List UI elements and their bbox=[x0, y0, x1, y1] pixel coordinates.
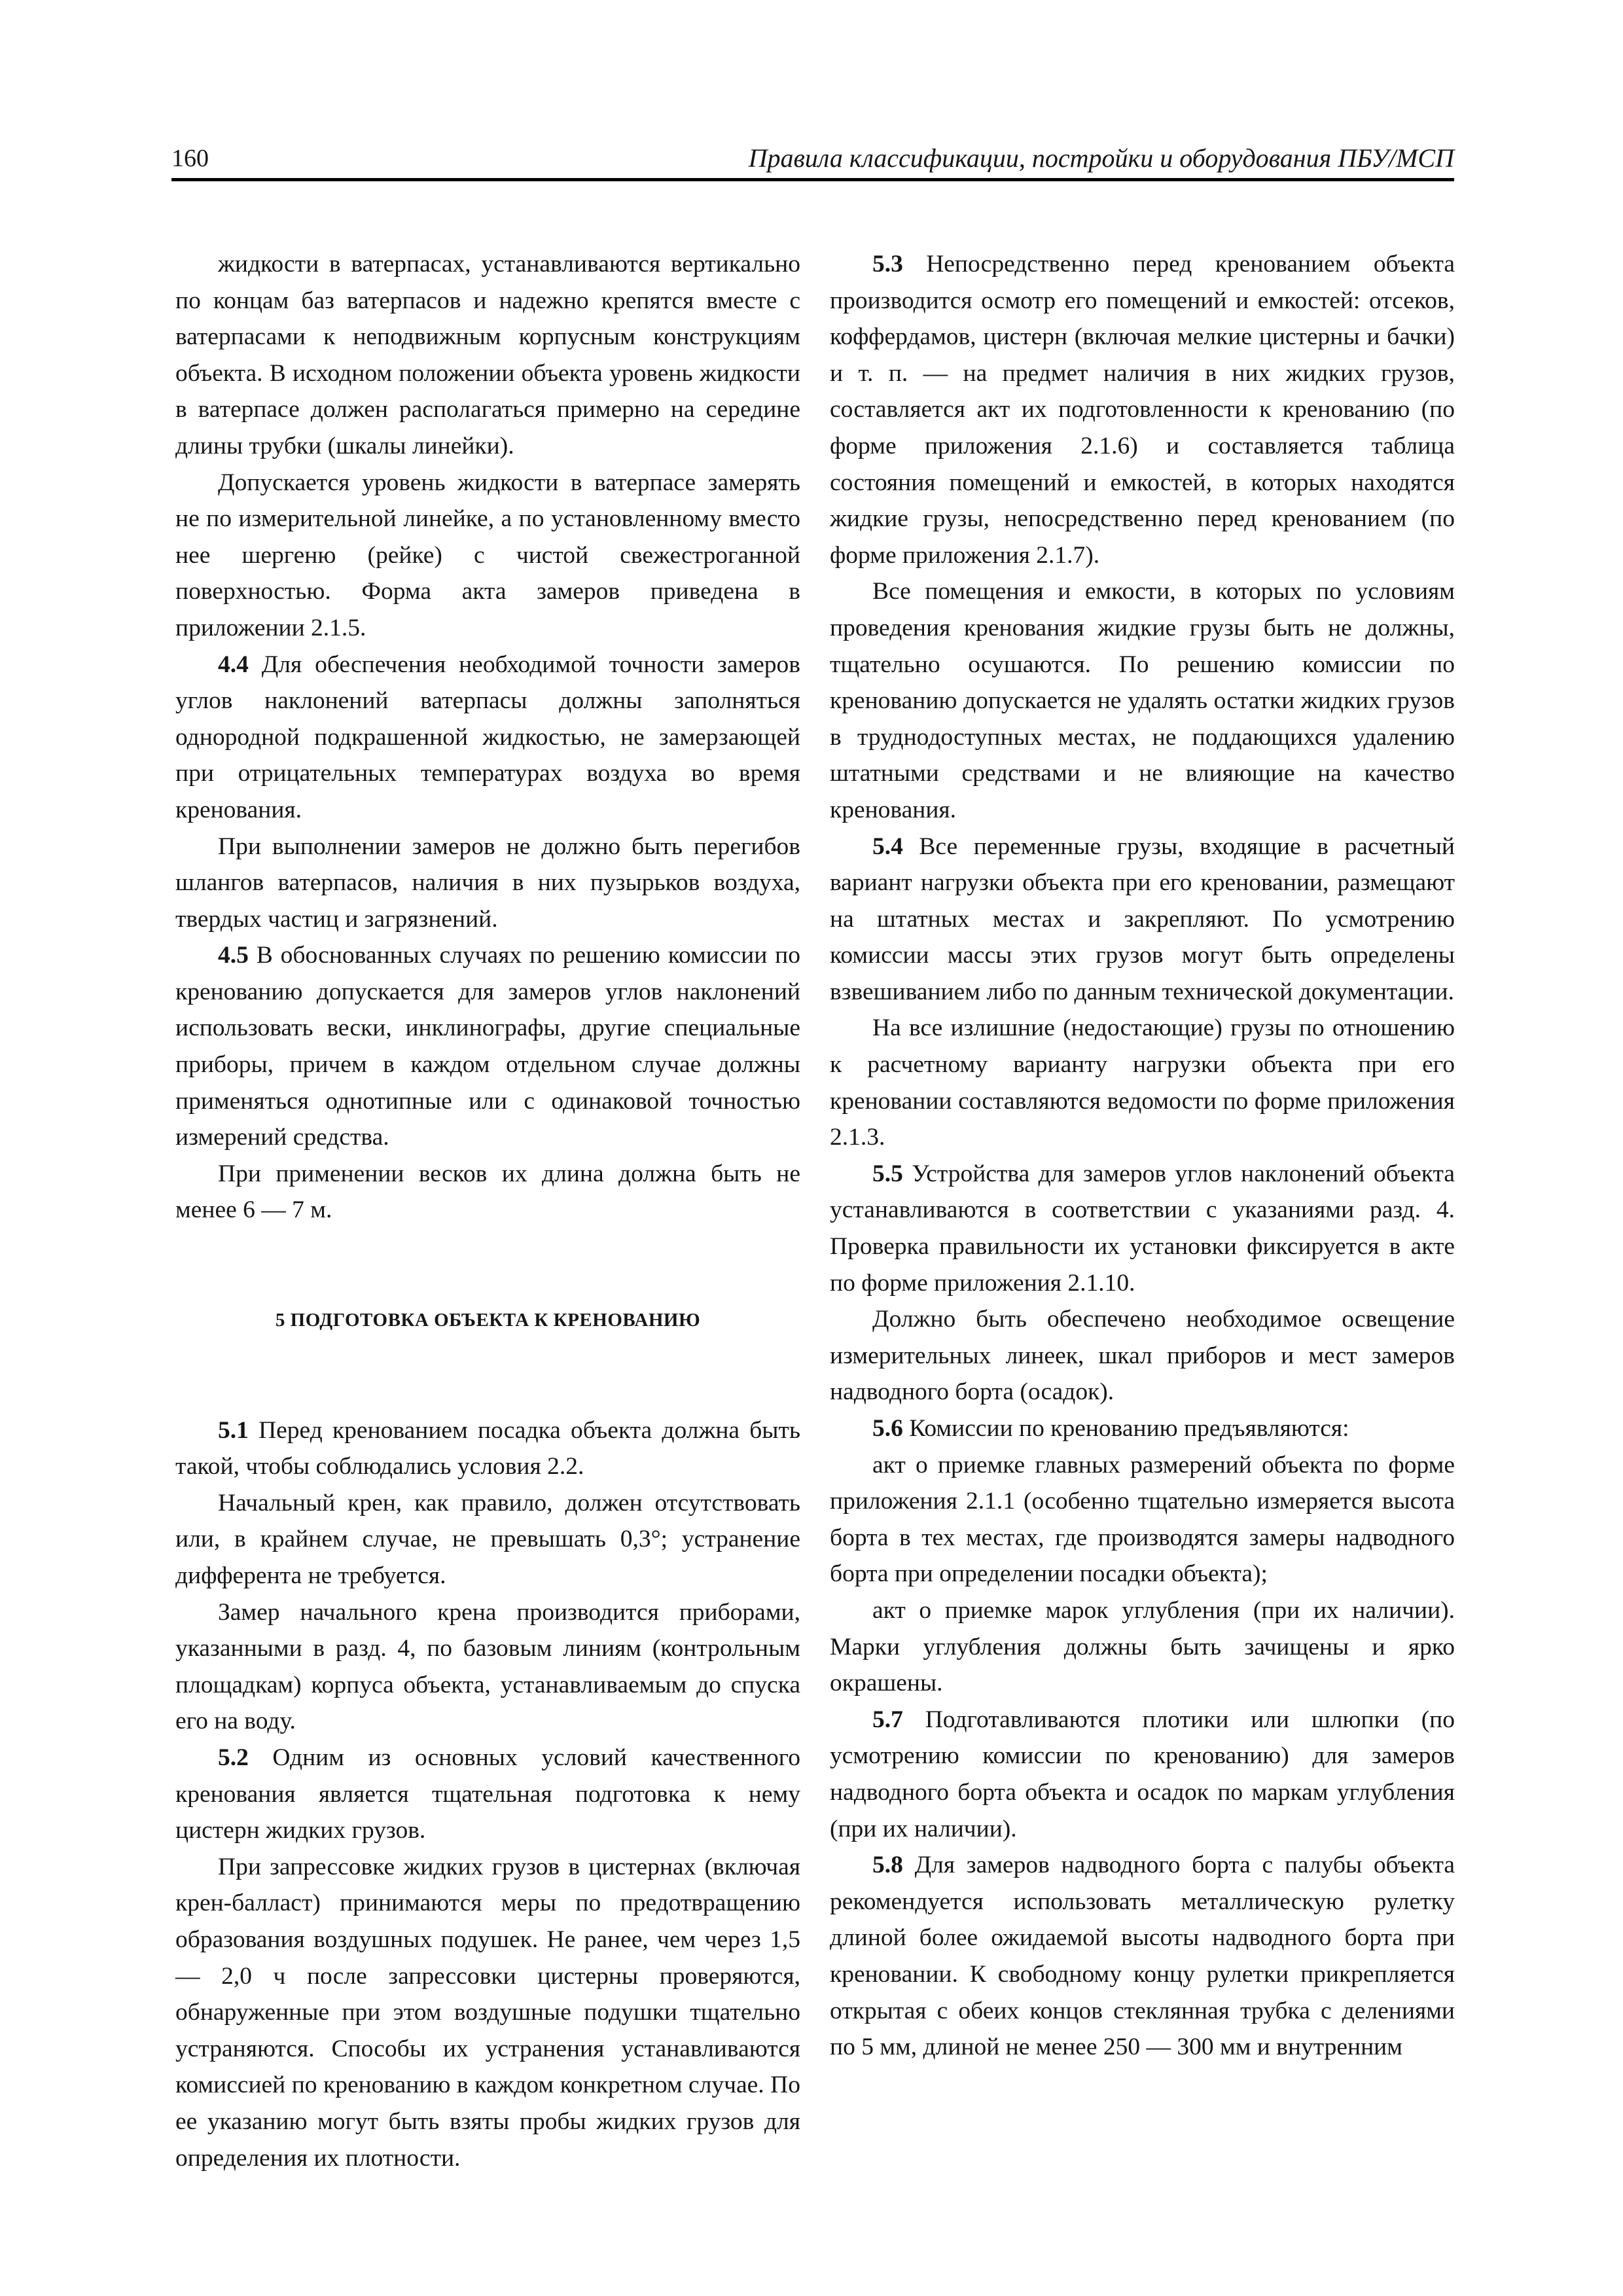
paragraph: Начальный крен, как правило, должен отсутствовать или, в крайнем случае, не превышать 0,3°; устранение дифферента не требуется. bbox=[175, 1489, 800, 1589]
paragraph: При запрессовке жидких грузов в цистернах (включая крен-балласт) принимаются меры по предотвращению образования воздушных подушек. Не ранее, чем через 1,5 — 2,0 ч после запрессовки цистерны проверяются, обнаруженные при этом воздушные подушки тщательно устраняются. Способы их устранения устанавливаются комиссией по кренованию в каждом конкретном случае. По ее указанию могут быть взяты пробы жидких грузов для определения их плотности. bbox=[175, 1853, 800, 2172]
paragraph: При выполнении замеров не должно быть перегибов шлангов ватерпасов, наличия в них пузырьков воздуха, твердых частиц и загрязнений. bbox=[175, 833, 800, 933]
clause-text: Комиссии по кренованию предъявляются: bbox=[902, 1415, 1349, 1442]
paragraph bbox=[830, 1156, 1455, 1301]
paragraph bbox=[830, 246, 1455, 573]
clause-text: В обоснованных случаях по решению комиссии по кренованию допускается для замеров углов наклонений использовать вески, инклинографы, другие специальные приборы, причем в каждом отдельном случае должны применяться однотипные или с одинаковой точностью измерений средства. bbox=[175, 942, 800, 1151]
clause-text: Подготавливаются плотики или шлюпки (по усмотрению комиссии по кренованию) для замеров надводного борта объекта и осадок по маркам углубления (при их наличии). bbox=[830, 1706, 1455, 1842]
paragraph bbox=[830, 829, 1455, 1011]
clause-text: Непосредственно перед кренованием объекта производится осмотр его помещений и емкостей: отсеков, коффердамов, цистерн (включая мелкие цистерны и бачки) и т. п. — на предмет наличия в них жидких грузов, составляется акт их подготовленности к кренованию (по форме приложения 2.1.6) и составляется таблица состояния помещений и емкостей, в которых находятся жидкие грузы, непосредственно перед кренованием (по форме приложения 2.1.7). bbox=[830, 251, 1455, 569]
section-heading: 5 ПОДГОТОВКА ОБЪЕКТА К КРЕНОВАНИЮ bbox=[275, 1310, 701, 1331]
clause-number: 5.6 bbox=[872, 1415, 903, 1442]
clause-number: 4.4 bbox=[218, 651, 249, 678]
paragraph bbox=[830, 1410, 1455, 1447]
paragraph bbox=[175, 937, 800, 1156]
paragraph bbox=[175, 1740, 800, 1849]
paragraph bbox=[830, 1702, 1455, 1847]
clause-text: Одним из основных условий качественного кренования является тщательная подготовка к нему цистерн жидких грузов. bbox=[175, 1744, 800, 1844]
clause-number: 5.4 bbox=[872, 833, 903, 860]
clause-number: 5.5 bbox=[872, 1160, 903, 1187]
paragraph: При применении весков их длина должна быть не менее 6 — 7 м. bbox=[175, 1160, 800, 1224]
clause-number: 5.8 bbox=[872, 1852, 903, 1879]
clause-number: 5.3 bbox=[872, 251, 903, 278]
paragraph: Замер начального крена производится приборами, указанными в разд. 4, по базовым линиям (контрольным площадкам) корпуса объекта, устанавливаемым до спуска его на воду. bbox=[175, 1598, 800, 1735]
running-title: Правила классификации, постройки и оборудования ПБУ/МСП bbox=[748, 143, 1454, 173]
paragraph bbox=[175, 1412, 800, 1485]
paragraph bbox=[175, 647, 800, 829]
clause-text: Для обеспечения необходимой точности замеров углов наклонений ватерпасы должны заполняться однородной подкрашенной жидкостью, не замерзающей при отрицательных температурах воздуха во время кренования. bbox=[175, 651, 800, 823]
paragraph: акт о приемке марок углубления (при их наличии). Марки углубления должны быть зачищены и ярко окрашены. bbox=[830, 1596, 1455, 1697]
clause-number: 4.5 bbox=[218, 942, 249, 969]
paragraph: Допускается уровень жидкости в ватерпасе замерять не по измерительной линейке, а по установленному вместо нее шергеню (рейке) с чистой свежестроганной поверхностью. Форма акта замеров приведена в приложении 2.1.5. bbox=[175, 469, 800, 641]
clause-text: Перед кренованием посадка объекта должна быть такой, чтобы соблюдались условия 2.2. bbox=[175, 1416, 800, 1480]
clause-text: Для замеров надводного борта с палубы объекта рекомендуется использовать металлическую рулетку длиной более ожидаемой высоты надводного борта при креновании. К свободному концу рулетки прикрепляется открытая с обеих концов стеклянная трубка с делениями по 5 мм, длиной не менее 250 — 300 мм и внутренним bbox=[830, 1852, 1455, 2061]
right-column bbox=[830, 246, 1455, 2066]
clause-text: Все переменные грузы, входящие в расчетный вариант нагрузки объекта при его креновании, размещают на штатных местах и закрепляют. По усмотрению комиссии массы этих грузов могут быть определены взвешиванием либо по данным технической документации. bbox=[830, 833, 1455, 1005]
paragraph: акт о приемке главных размерений объекта по форме приложения 2.1.1 (особенно тщательно измеряется высота борта в тех местах, где производятся замеры надводного борта при определении посадки объекта); bbox=[830, 1451, 1455, 1588]
paragraph: Должно быть обеспечено необходимое освещение измерительных линеек, шкал приборов и мест замеров надводного борта (осадок). bbox=[830, 1306, 1455, 1406]
clause-number: 5.7 bbox=[872, 1706, 903, 1733]
paragraph bbox=[830, 1847, 1455, 2066]
paragraph: На все излишние (недостающие) грузы по отношению к расчетному варианту нагрузки объекта при его креновании составляются ведомости по форме приложения 2.1.3. bbox=[830, 1014, 1455, 1151]
clause-number: 5.1 bbox=[218, 1416, 249, 1444]
clause-text: Устройства для замеров углов наклонений объекта устанавливаются в соответствии с указаниями разд. 4. Проверка правильности их установки фиксируется в акте по форме приложения 2.1.10. bbox=[830, 1160, 1455, 1297]
paragraph: Все помещения и емкости, в которых по условиям проведения кренования жидкие грузы быть не должны, тщательно осушаются. По решению комиссии по кренованию допускается не удалять остатки жидких грузов в труднодоступных местах, не поддающихся удалению штатными средствами и не влияющие на качество кренования. bbox=[830, 578, 1455, 823]
left-column bbox=[175, 246, 800, 2176]
page-header bbox=[171, 139, 1454, 181]
page-number: 160 bbox=[171, 145, 209, 172]
paragraph: жидкости в ватерпасах, устанавливаются вертикально по концам баз ватерпасов и надежно крепятся вместе с ватерпасами к неподвижным корпусным конструкциям объекта. В исходном положении объекта уровень жидкости в ватерпасе должен располагаться примерно на середине длины трубки (шкалы линейки). bbox=[175, 251, 800, 459]
clause-number: 5.2 bbox=[218, 1744, 249, 1771]
